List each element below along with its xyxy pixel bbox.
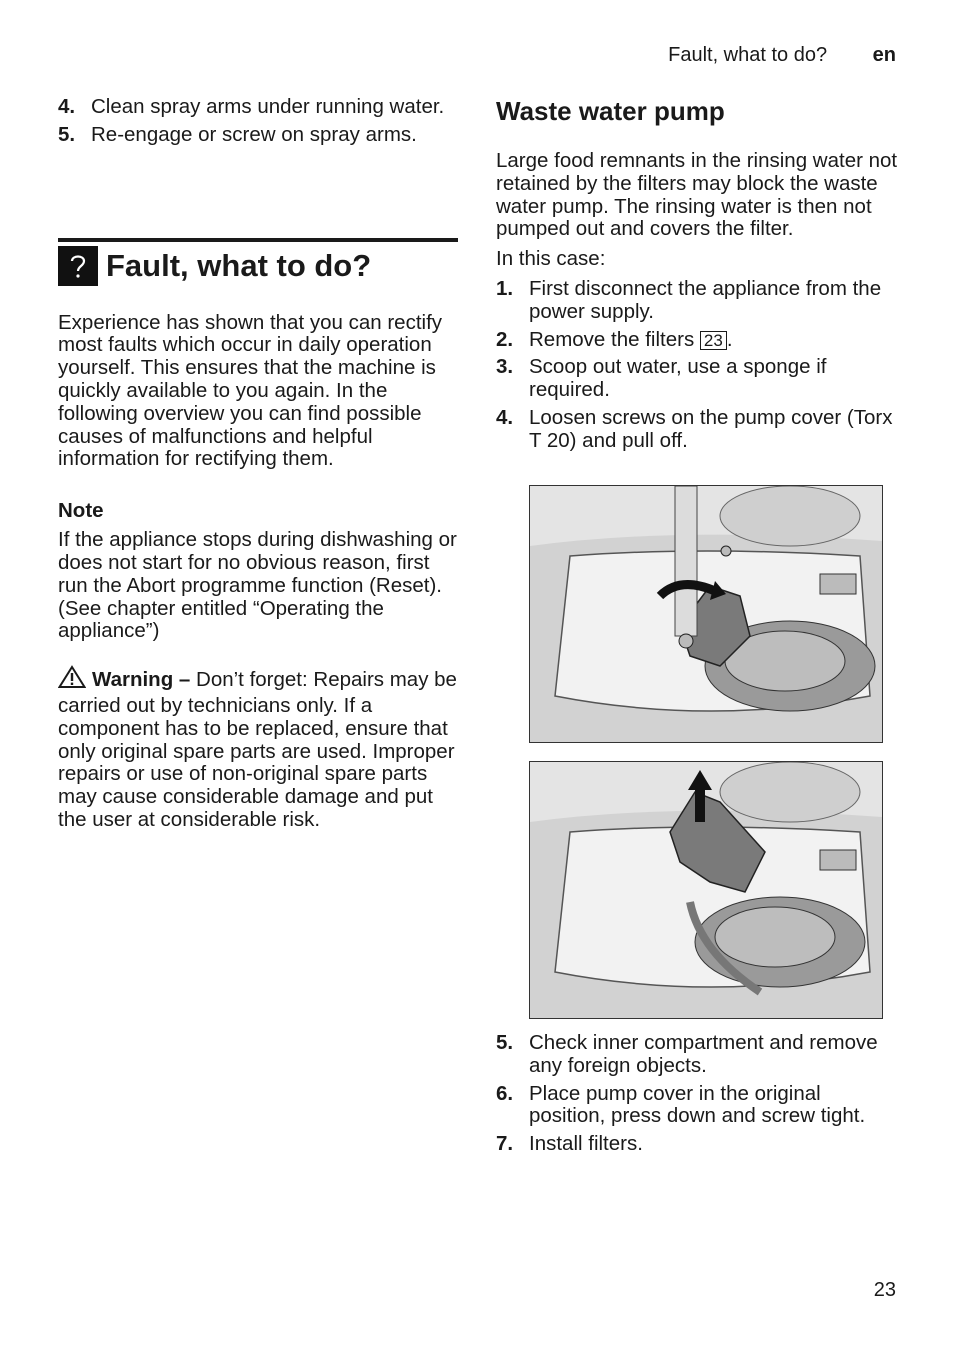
warning-label: Warning – xyxy=(92,668,191,692)
list-item: 6. Place pump cover in the original position, press down and screw tight. xyxy=(496,1081,866,1128)
left-column xyxy=(58,96,458,832)
page-header xyxy=(668,44,896,67)
right-column xyxy=(496,96,898,458)
warning-paragraph xyxy=(58,665,458,832)
note-heading: Note xyxy=(58,499,104,523)
list-item: 4. Clean spray arms under running water. xyxy=(58,95,445,118)
pump-cover-unscrew-illustration xyxy=(529,485,883,743)
page-number: 23 xyxy=(873,1279,896,1301)
warning-icon xyxy=(58,665,86,695)
list-item: 5. Check inner compartment and remove any foreign objects. xyxy=(496,1031,878,1077)
pump-cover-remove-illustration xyxy=(529,761,883,1019)
header-title: Fault, what to do? xyxy=(668,44,828,66)
list-item: 4. Loosen screws on the pump cover (Torx T 20) and pull off. xyxy=(496,405,893,452)
case-label: In this case: xyxy=(496,247,606,271)
list-item: 7. Install filters. xyxy=(496,1132,643,1156)
figure-reference: 23 xyxy=(700,331,727,350)
section-heading xyxy=(58,238,458,286)
question-icon xyxy=(58,246,98,286)
list-item: 3. Scoop out water, use a sponge if required. xyxy=(496,355,827,402)
pump-intro: Large food remnants in the rinsing water not retained by the filters may block the waste water pump. The rinsing water is then not pumped out and covers the filter. xyxy=(496,149,898,241)
pump-heading: Waste water pump xyxy=(496,96,725,126)
spray-arm-steps xyxy=(58,96,458,147)
pump-steps-b xyxy=(496,1032,898,1156)
list-item: 5. Re-engage or screw on spray arms. xyxy=(58,122,417,146)
warning-text: Don’t forget: Repairs may be carried out by technicians only. If a component has to be replaced, ensure that only original spare parts are used. Improper repairs or use of non-original spare parts may cause considerable damage and put the user at considerable risk. xyxy=(58,668,457,831)
right-column-continued xyxy=(496,1032,898,1161)
language-code: en xyxy=(872,44,896,66)
section-title: Fault, what to do? xyxy=(106,247,372,283)
list-item: 1. First disconnect the appliance from the power supply. xyxy=(496,276,882,323)
note-text: If the appliance stops during dishwashing or does not start for no obvious reason, first run the Abort programme function (Reset). xyxy=(58,528,457,597)
list-item: 2. Remove the filters 23 . xyxy=(496,327,733,351)
note-text-reference: (See chapter entitled “Operating the appliance”) xyxy=(58,596,384,643)
pump-steps-a xyxy=(496,278,898,453)
intro-paragraph: Experience has shown that you can rectify most faults which occur in daily operation yourself. This ensures that the machine is quickly available to you again. In the following overview you can find possible causes of malfunctions and helpful information for rectifying them. xyxy=(58,310,443,471)
